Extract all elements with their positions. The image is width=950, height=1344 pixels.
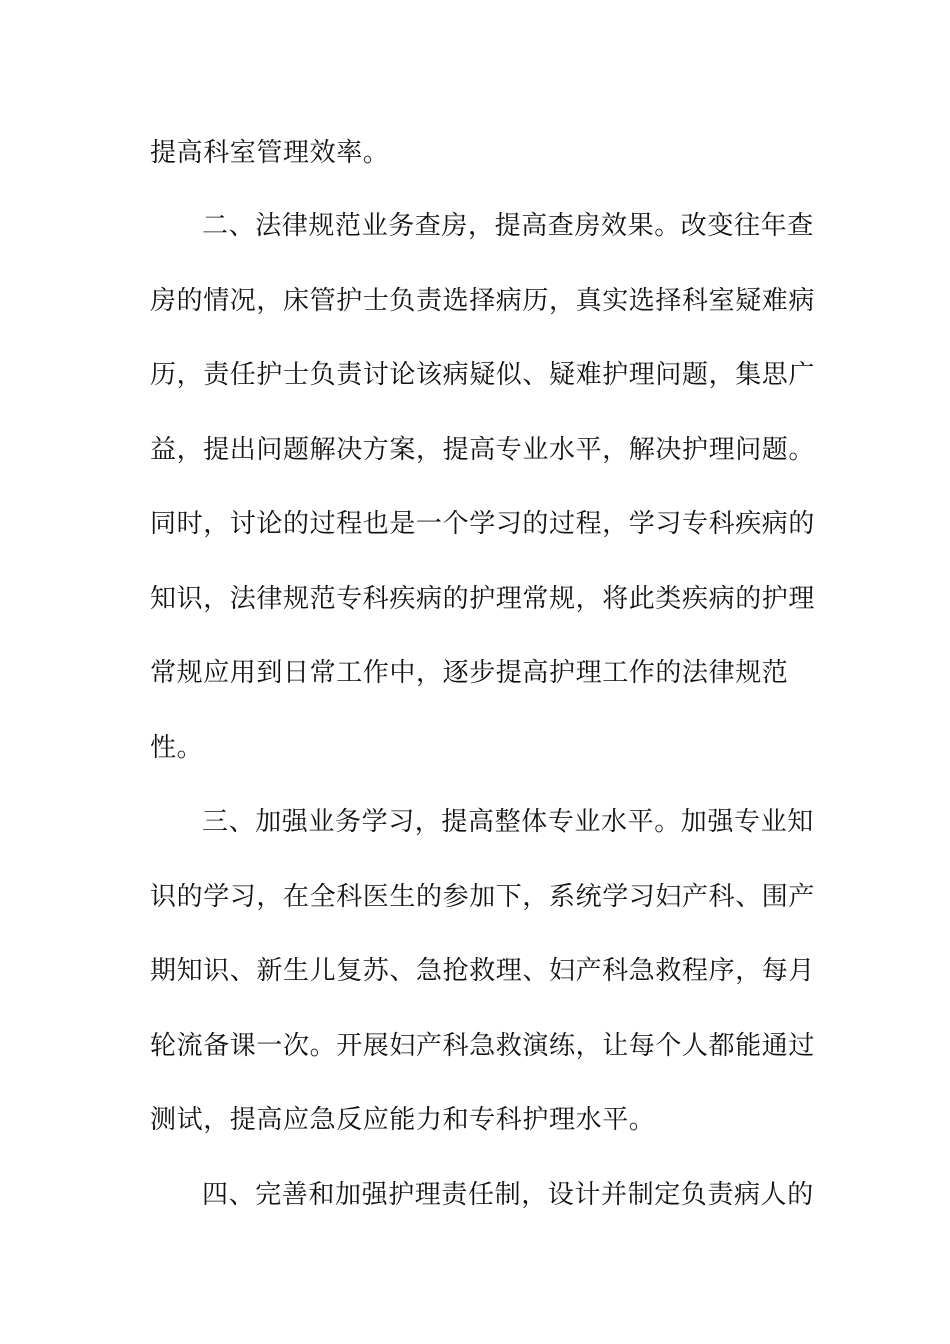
text-line: 轮流备课一次。开展妇产科急救演练，让每个人都能通过 xyxy=(150,1031,816,1061)
text-line: 期知识、新生儿复苏、急抢救理、妇产科急救程序，每月 xyxy=(150,956,816,986)
text-line: 性。 xyxy=(150,733,204,763)
text-line: 益，提出问题解决方案，提高专业水平，解决护理问题。 xyxy=(150,435,816,465)
text-line: 常规应用到日常工作中，逐步提高护理工作的法律规范 xyxy=(150,658,789,688)
text-line: 知识，法律规范专科疾病的护理常规，将此类疾病的护理 xyxy=(150,584,816,614)
paragraph-heading-3: 三、加强业务学习，提高整体专业水平。加强专业知 xyxy=(202,807,814,837)
text-line: 房的情况，床管护士负责选择病历，真实选择科室疑难病 xyxy=(150,286,816,316)
text-line: 历，责任护士负责讨论该病疑似、疑难护理问题，集思广 xyxy=(150,360,816,390)
paragraph-heading-2: 二、法律规范业务查房，提高查房效果。改变往年查 xyxy=(202,211,814,241)
text-line: 提高科室管理效率。 xyxy=(150,138,390,168)
text-line: 同时，讨论的过程也是一个学习的过程，学习专科疾病的 xyxy=(150,509,816,539)
text-line: 测试，提高应急反应能力和专科护理水平。 xyxy=(150,1105,656,1135)
paragraph-heading-4: 四、完善和加强护理责任制，设计并制定负责病人的 xyxy=(202,1180,814,1210)
text-line: 识的学习，在全科医生的参加下，系统学习妇产科、围产 xyxy=(150,882,816,912)
